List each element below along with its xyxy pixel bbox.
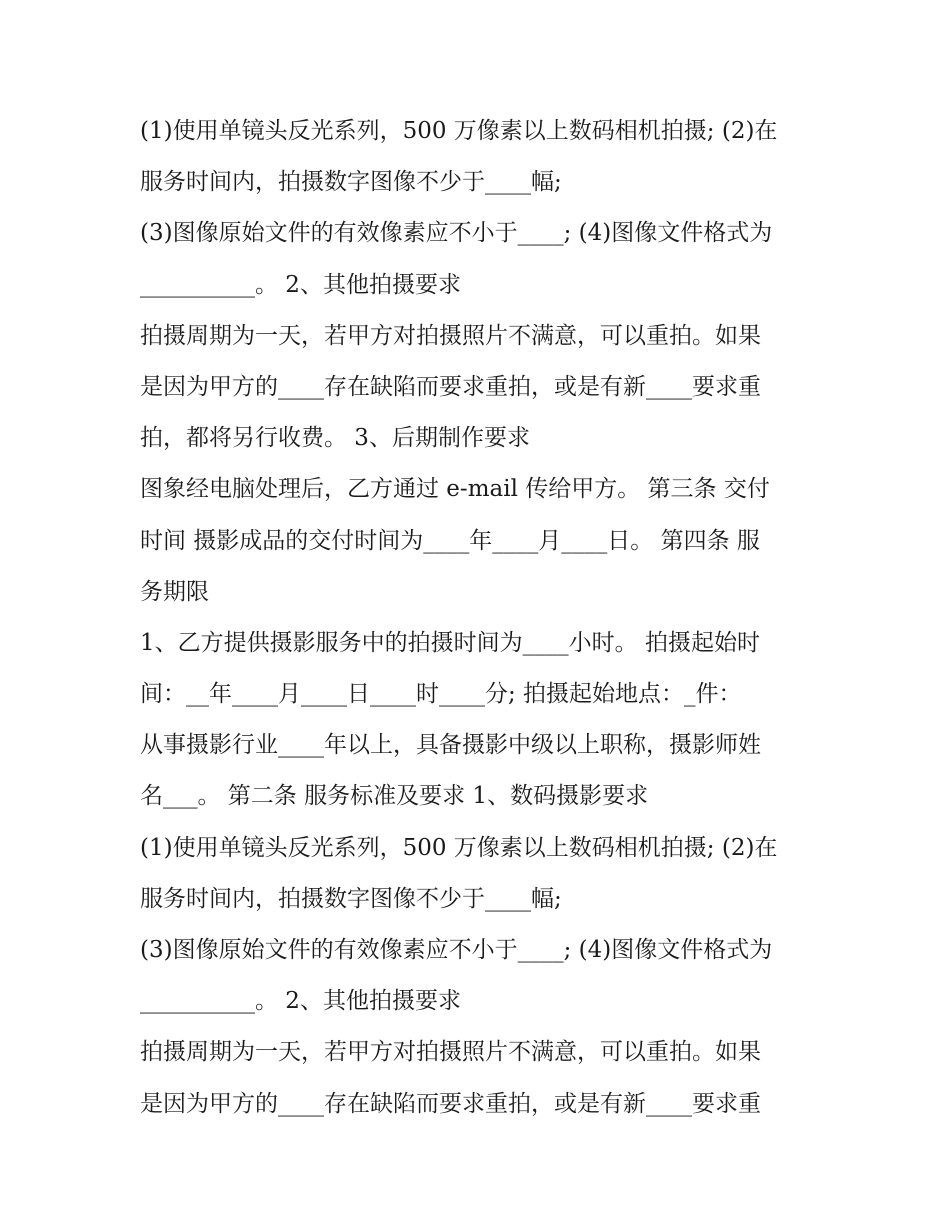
text-line: (3)图像原始文件的有效像素应不小于____; (4)图像文件格式为 [140, 937, 773, 963]
document-body [140, 106, 830, 1130]
text-line: __________。 2、其他拍摄要求 [140, 271, 461, 298]
text-line: 拍，都将另行收费。 3、后期制作要求 [140, 425, 530, 452]
text-line: 是因为甲方的____存在缺陷而要求重拍，或是有新____要求重 [140, 373, 761, 400]
text-line: 务期限 [140, 578, 209, 605]
text-line: 是因为甲方的____存在缺陷而要求重拍，或是有新____要求重 [140, 1090, 761, 1117]
text-line: 时间 摄影成品的交付时间为____年____月____日。 第四条 服 [140, 527, 760, 554]
text-line: __________。 2、其他拍摄要求 [140, 988, 461, 1015]
text-line: 图象经电脑处理后，乙方通过 e-mail 传给甲方。 第三条 交付 [140, 476, 770, 503]
text-line: 服务时间内，拍摄数字图像不少于____幅; [140, 885, 562, 912]
text-line: 名___。 第二条 服务标准及要求 1、数码摄影要求 [140, 783, 649, 810]
text-line: 1、乙方提供摄影服务中的拍摄时间为____小时。 拍摄起始时 [140, 629, 760, 656]
text-line: (1)使用单镜头反光系列，500 万像素以上数码相机拍摄; (2)在 [140, 118, 778, 144]
text-line: 间：__年____月____日____时____分; 拍摄起始地点：_件： [140, 681, 742, 708]
text-line: (3)图像原始文件的有效像素应不小于____; (4)图像文件格式为 [140, 220, 773, 247]
text-line: 从事摄影行业____年以上，具备摄影中级以上职称，摄影师姓 [140, 732, 761, 759]
text-line: 拍摄周期为一天，若甲方对拍摄照片不满意，可以重拍。如果 [140, 322, 761, 349]
text-line: 服务时间内，拍摄数字图像不少于____幅; [140, 169, 562, 196]
text-line: 拍摄周期为一天，若甲方对拍摄照片不满意，可以重拍。如果 [140, 1039, 761, 1066]
text-line: (1)使用单镜头反光系列，500 万像素以上数码相机拍摄; (2)在 [140, 834, 778, 861]
